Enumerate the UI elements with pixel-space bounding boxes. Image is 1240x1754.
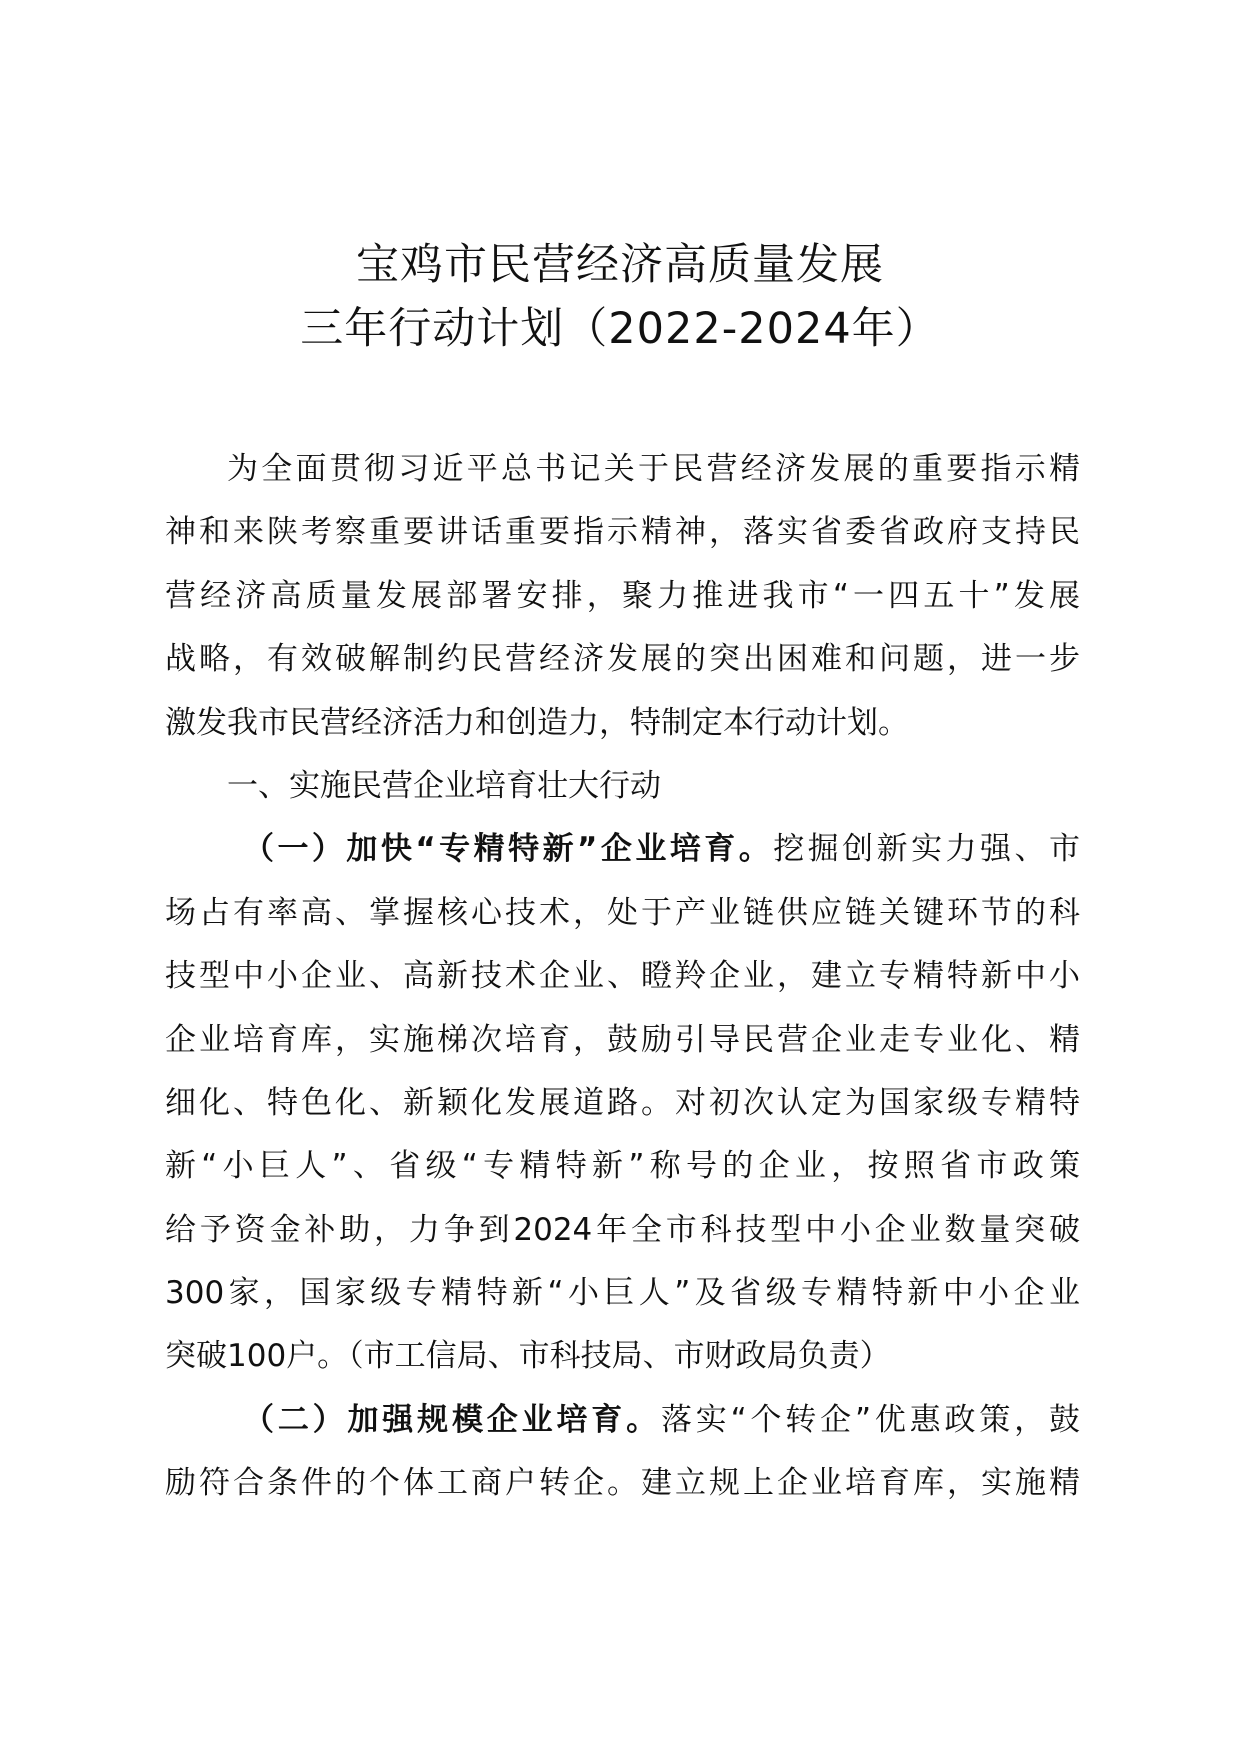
paragraph-line: 励符合条件的个体工商户转企。建立规上企业培育库，实施精: [165, 1465, 1080, 1502]
item-heading: （二）加强规模企业培育。: [243, 1401, 661, 1438]
paragraph-line: 为全面贯彻习近平总书记关于民营经济发展的重要指示精: [227, 451, 1080, 487]
paragraph-line: [165, 818, 1080, 881]
item-1-paragraph: [165, 818, 1080, 1389]
document-title-line-2: 三年行动计划（2022-2024年）: [300, 304, 940, 354]
paragraph-line: 场占有率高、掌握核心技术，处于产业链供应链关键环节的科: [165, 894, 1080, 931]
item-text: 落实“个转企”优惠政策，鼓: [660, 1401, 1080, 1438]
paragraph-line: 给予资金补助，力争到2024年全市科技型中小企业数量突破: [165, 1211, 1080, 1248]
item-2-paragraph: [165, 1389, 1080, 1516]
paragraph-line: [165, 1389, 1080, 1452]
paragraph-line: 突破100户。（市工信局、市科技局、市财政局负责）: [165, 1338, 891, 1375]
document-body: [165, 438, 1080, 1516]
paragraph-line: 细化、特色化、新颖化发展道路。对初次认定为国家级专精特: [165, 1084, 1080, 1121]
item-text: 挖掘创新实力强、市: [773, 831, 1080, 868]
item-heading: （一）加快“专精特新”企业培育。: [243, 831, 774, 868]
paragraph-line: 300家，国家级专精特新“小巨人”及省级专精特新中小企业: [165, 1275, 1080, 1312]
paragraph-line: 营经济高质量发展部署安排，聚力推进我市“一四五十”发展: [165, 577, 1080, 614]
paragraph-line: 战略，有效破解制约民营经济发展的突出困难和问题，进一步: [165, 641, 1080, 678]
paragraph-line: 神和来陕考察重要讲话重要指示精神，落实省委省政府支持民: [165, 514, 1080, 551]
paragraph-line: 技型中小企业、高新技术企业、瞪羚企业，建立专精特新中小: [165, 958, 1080, 995]
section-heading: 一、实施民营企业培育壮大行动: [227, 767, 661, 804]
paragraph-line: 新“小巨人”、省级“专精特新”称号的企业，按照省市政策: [165, 1148, 1080, 1185]
paragraph-line: 激发我市民营经济活力和创造力，特制定本行动计划。: [165, 704, 909, 741]
intro-paragraph: [165, 438, 1080, 755]
document-title-line-1: 宝鸡市民营经济高质量发展: [356, 240, 884, 290]
paragraph-line: 企业培育库，实施梯次培育，鼓励引导民营企业走专业化、精: [165, 1021, 1080, 1058]
